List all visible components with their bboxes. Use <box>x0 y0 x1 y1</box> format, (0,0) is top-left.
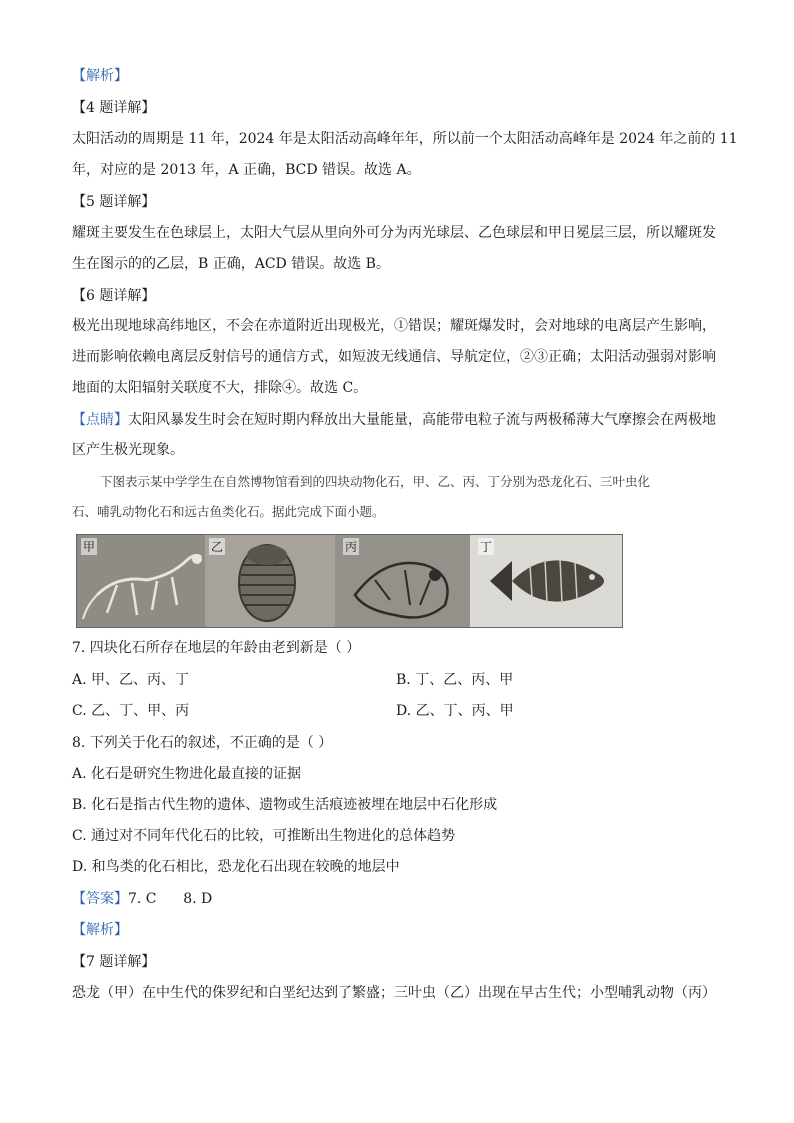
q8-option-c: C. 通过对不同年代化石的比较，可推断出生物进化的总体趋势 <box>72 828 456 844</box>
tip-line-2: 区产生极光现象。 <box>72 442 184 458</box>
q6-heading: 【6 题详解】 <box>72 288 156 304</box>
q7-option-b: B. 丁、乙、丙、甲 <box>396 672 514 688</box>
q5-heading: 【5 题详解】 <box>72 194 156 210</box>
q7-detail-text: 恐龙（甲）在中生代的侏罗纪和白垩纪达到了繁盛；三叶虫（乙）出现在早古生代；小型哺乳动物（丙） <box>72 985 716 1001</box>
fossil-label-yi: 乙 <box>211 540 224 554</box>
q4-heading: 【4 题详解】 <box>72 100 156 116</box>
q7-option-c: C. 乙、丁、甲、丙 <box>72 703 190 719</box>
analysis-heading: 【解析】 <box>72 68 128 84</box>
q7-option-d: D. 乙、丁、丙、甲 <box>396 703 514 719</box>
q8-option-d: D. 和鸟类的化石相比，恐龙化石出现在较晚的地层中 <box>72 859 400 875</box>
tip-line-1 <box>72 410 716 430</box>
q6-text-line-3: 地面的太阳辐射关联度不大，排除④。故选 C。 <box>72 380 368 396</box>
q8-option-a: A. 化石是研究生物进化最直接的证据 <box>72 766 302 782</box>
fossil-label-jia: 甲 <box>83 540 96 554</box>
answer-text: 7. C 8. D <box>128 891 213 907</box>
answer-label: 【答案】 <box>72 891 128 907</box>
fossil-panel-ding <box>470 535 622 627</box>
q4-text-line-1: 太阳活动的周期是 11 年，2024 年是太阳活动高峰年年，所以前一个太阳活动高峰年是 2024 年之前的 11 <box>72 131 738 147</box>
fossil-panel-jia <box>77 535 205 627</box>
q5-text-line-1: 耀斑主要发生在色球层上，太阳大气层从里向外可分为丙光球层、乙色球层和甲日冕层三层，所以耀斑发 <box>72 225 716 241</box>
tip-text: 太阳风暴发生时会在短时期内释放出大量能量，高能带电粒子流与两极稀薄大气摩擦会在两极地 <box>128 412 716 428</box>
q6-text-line-2: 进而影响依赖电离层反射信号的通信方式，如短波无线通信、导航定位，②③正确；太阳活动强弱对影响 <box>72 349 716 365</box>
answer-line <box>72 889 212 909</box>
fossil-label-ding: 丁 <box>480 540 493 554</box>
q8-stem: 8. 下列关于化石的叙述，不正确的是（ ） <box>72 735 333 751</box>
q4-text-line-2: 年，对应的是 2013 年，A 正确，BCD 错误。故选 A。 <box>72 162 421 178</box>
fossil-panel-yi <box>205 535 335 627</box>
fossil-label-bing: 丙 <box>345 540 358 554</box>
analysis-heading-2: 【解析】 <box>72 922 128 938</box>
q6-text-line-1: 极光出现地球高纬地区，不会在赤道附近出现极光，①错误；耀斑爆发时，会对地球的电离层产生影响， <box>72 318 716 334</box>
q7-detail-heading: 【7 题详解】 <box>72 954 156 970</box>
intro-line-2: 石、哺乳动物化石和远古鱼类化石。据此完成下面小题。 <box>72 504 385 519</box>
q7-option-a: A. 甲、乙、丙、丁 <box>72 672 190 688</box>
fossil-panel-bing <box>335 535 470 627</box>
intro-line-1: 下图表示某中学学生在自然博物馆看到的四块动物化石，甲、乙、丙、丁分别为恐龙化石、三叶虫化 <box>100 474 651 489</box>
q5-text-line-2: 生在图示的的乙层，B 正确，ACD 错误。故选 B。 <box>72 256 390 272</box>
q8-option-b: B. 化石是指古代生物的遗体、遗物或生活痕迹被埋在地层中石化形成 <box>72 797 498 813</box>
fossil-image-strip <box>76 534 623 628</box>
q7-stem: 7. 四块化石所存在地层的年龄由老到新是（ ） <box>72 640 361 656</box>
tip-label: 【点睛】 <box>72 412 128 428</box>
